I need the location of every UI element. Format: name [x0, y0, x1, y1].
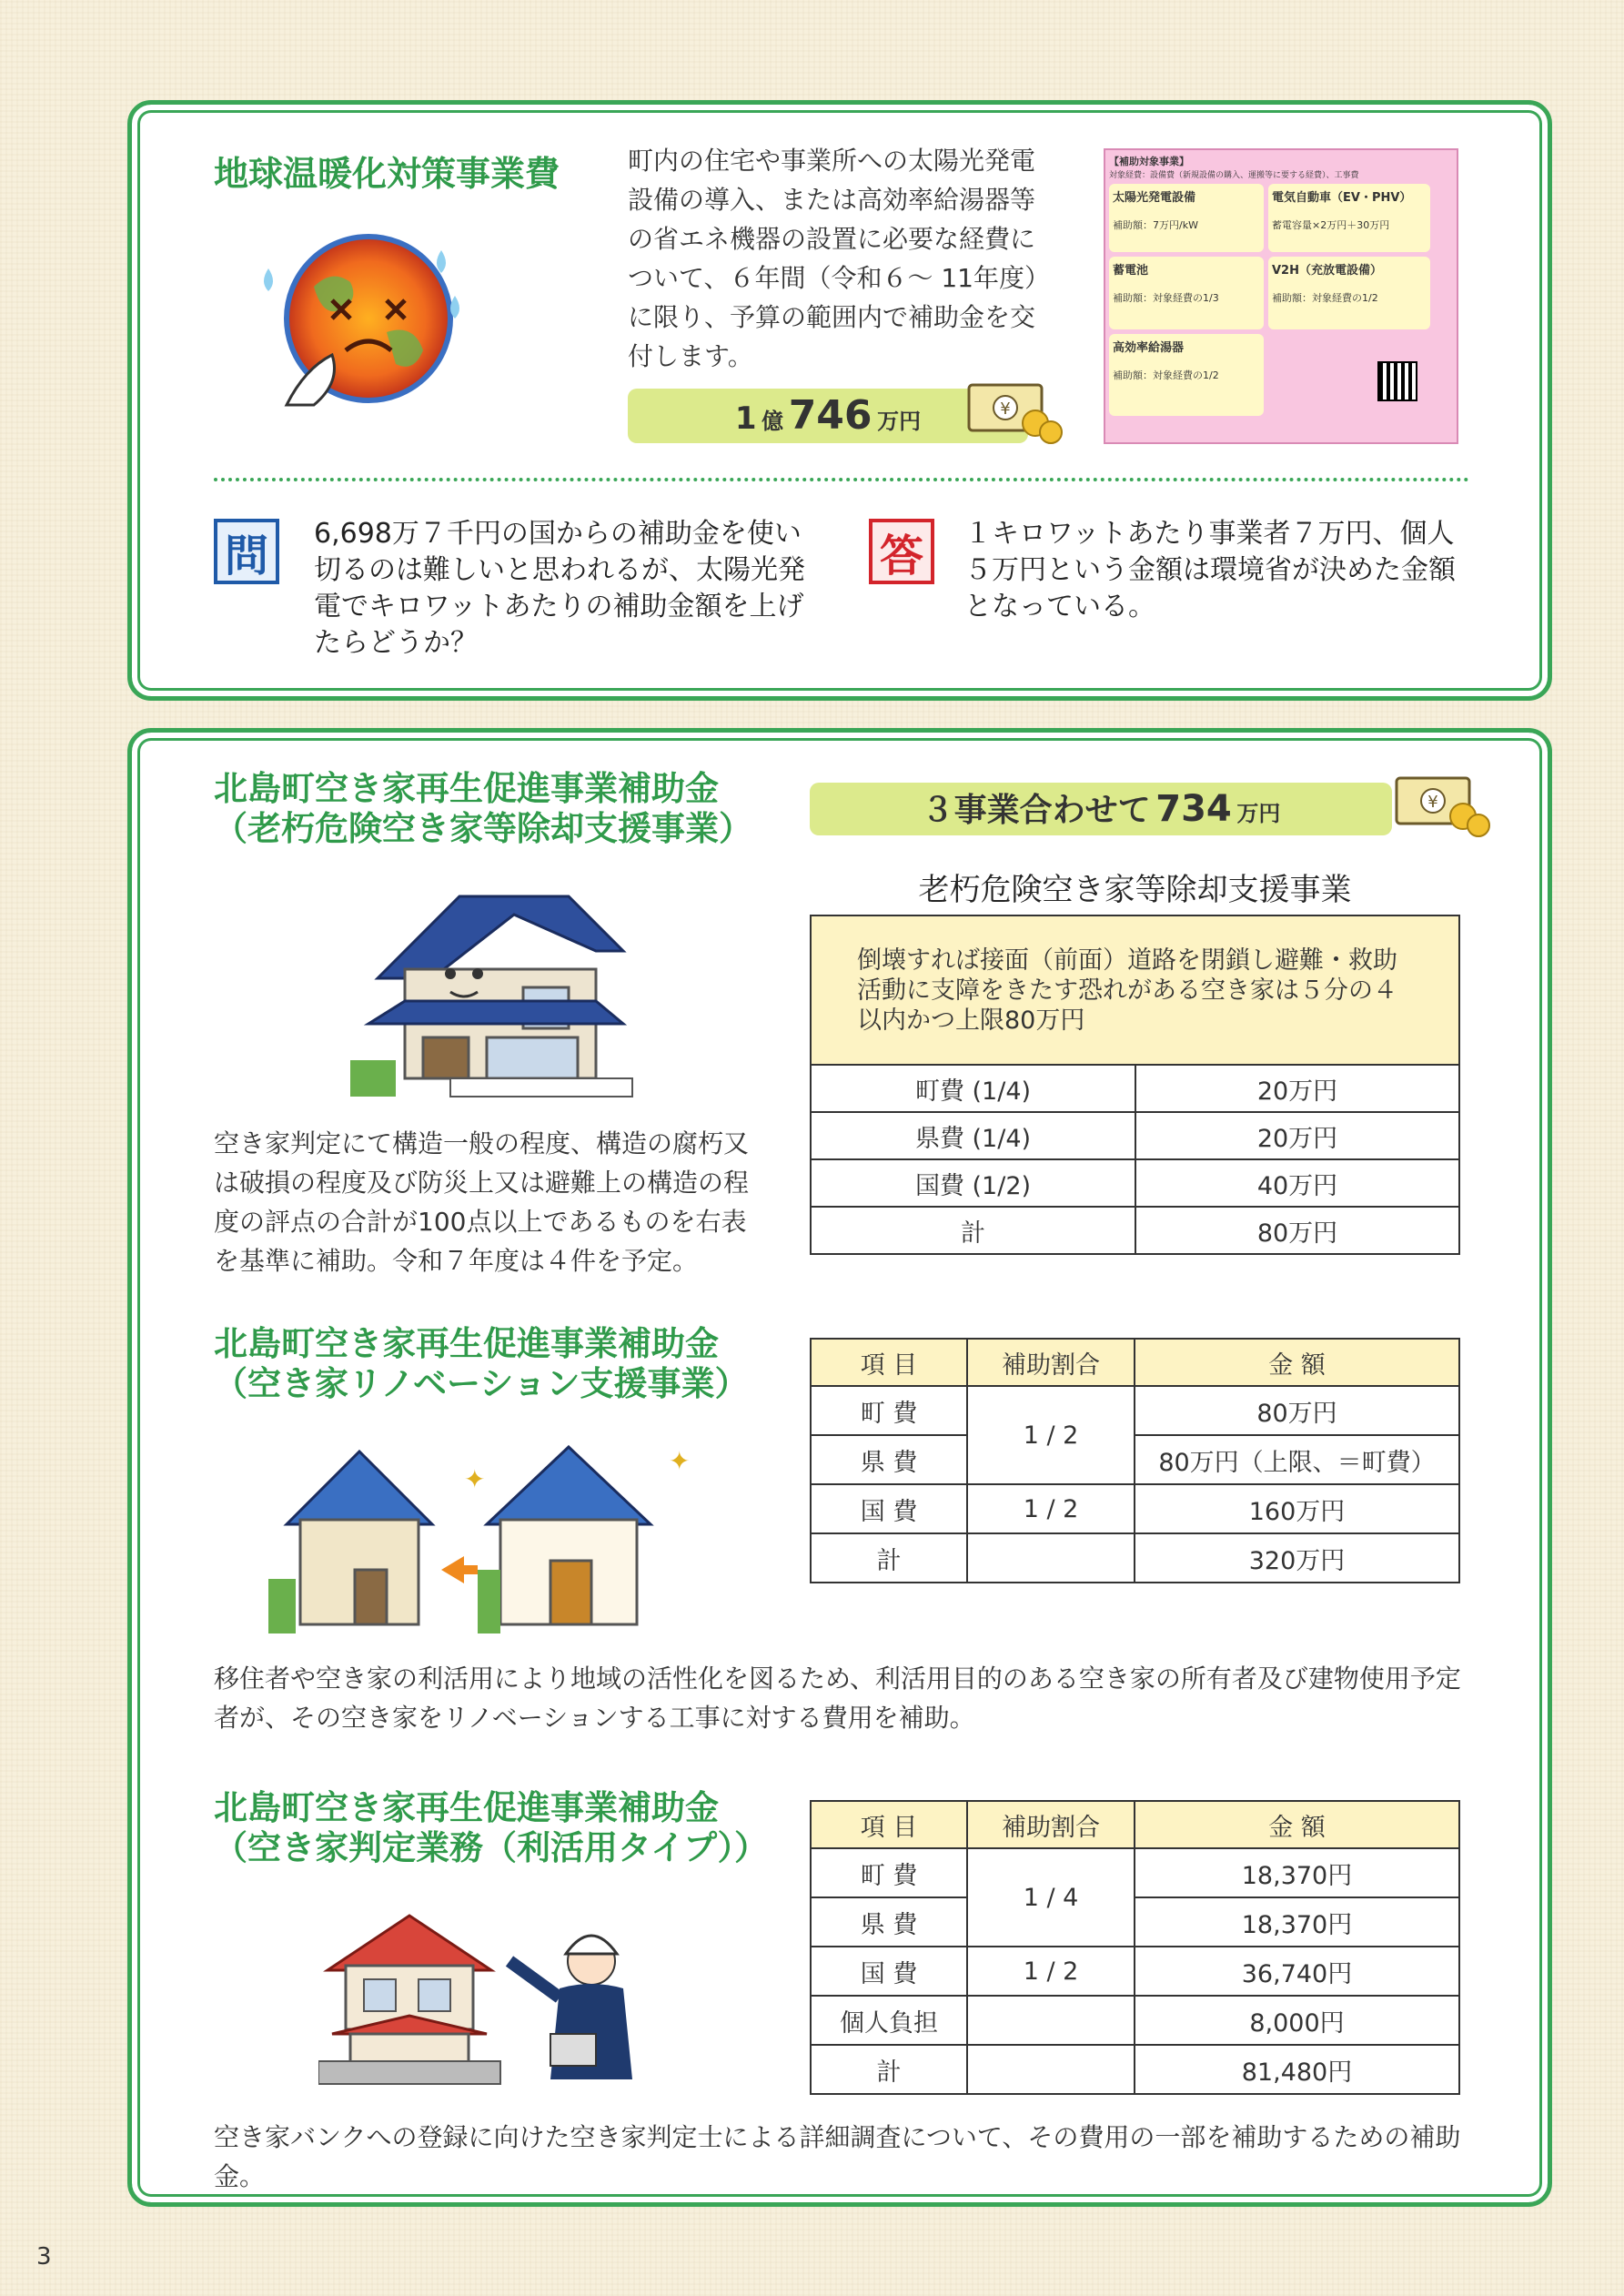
flyer-item: 太陽光発電設備 補助額：7万円/kW: [1109, 184, 1264, 252]
section1-title: 地球温暖化対策事業費: [214, 154, 560, 194]
renovation-illustration: [268, 1433, 696, 1643]
section1-description: 町内の住宅や事業所への太陽光発電設備の導入、または高効率給湯器等の省エネ機器の設置に必要な経費について、６年間（令和６～ 11年度）に限り、予算の範囲内で補助金を交付します。: [628, 146, 1050, 371]
flyer-sub: 対象経費：設備費（新規設備の購入、運搬等に要する経費）、工事費: [1109, 171, 1359, 180]
table-header: 項 目: [811, 1801, 967, 1848]
table-header: 金 額: [1135, 1339, 1459, 1386]
table-row: 県費 (1/4) 20万円: [811, 1112, 1459, 1159]
table-row: 県 費 80万円（上限、＝町費）: [811, 1435, 1459, 1484]
table-row: 国 費 1 / 2 160万円: [811, 1484, 1459, 1533]
table-row: 計 81,480円: [811, 2045, 1459, 2094]
qr-code: [1377, 361, 1417, 401]
table-row: 町 費 1 / 4 18,370円: [811, 1848, 1459, 1897]
table-row: 国 費 1 / 2 36,740円: [811, 1947, 1459, 1996]
section3-title: 北島町空き家再生促進事業補助金 （空き家リノベーション支援事業）: [214, 1324, 749, 1403]
global-warming-panel: [127, 100, 1552, 701]
svg-text:¥: ¥: [1000, 400, 1011, 419]
section3-description: 移住者や空き家の利活用により地域の活性化を図るため、利活用目的のある空き家の所有者及び建物使用予定者が、その空き家をリノベーションする工事に対する費用を補助。: [214, 1664, 1461, 1733]
section2-description: 空き家判定にて構造一般の程度、構造の腐朽又は破損の程度及び防災上又は避難上の構造の程度の評点の合計が100点以上であるものを右表を基準に補助。令和７年度は４件を予定。: [214, 1128, 750, 1276]
table-row: 町 費 1 / 2 80万円: [811, 1386, 1459, 1435]
vacant-house-panel: [127, 728, 1552, 2207]
divider: [214, 478, 1469, 481]
table-row: 県 費 18,370円: [811, 1897, 1459, 1947]
inspection-table: [810, 1800, 1460, 2095]
table-header: 補助割合: [967, 1339, 1135, 1386]
answer-text: １キロワットあたり事業者７万円、個人５万円という金額は環境省が決めた金額となっている。: [964, 518, 1456, 622]
table-row: 個人負担 8,000円: [811, 1996, 1459, 2045]
svg-text:✦: ✦: [669, 1446, 691, 1476]
old-house-illustration: [350, 878, 651, 1106]
svg-text:¥: ¥: [1427, 793, 1438, 812]
subsidy-flyer: [1104, 148, 1458, 444]
section2-title: 北島町空き家再生促進事業補助金 （老朽危険空き家等除却支援事業）: [214, 769, 752, 848]
flyer-item: 蓄電池 補助額：対象経費の1/3: [1109, 257, 1264, 329]
renovation-table: [810, 1338, 1460, 1583]
table-row: 国費 (1/2) 40万円: [811, 1159, 1459, 1207]
table-header: 項 目: [811, 1339, 967, 1386]
question-badge: 問: [214, 519, 279, 584]
section2-table-title: 老朽危険空き家等除却支援事業: [918, 872, 1352, 908]
sweating-earth-illustration: [259, 214, 496, 423]
money-icon: [1392, 769, 1492, 842]
table-row: 町費 (1/4) 20万円: [811, 1065, 1459, 1112]
table-header: 補助割合: [967, 1801, 1135, 1848]
answer-badge: 答: [869, 519, 934, 584]
table-row: 計 80万円: [811, 1207, 1459, 1254]
section4-title: 北島町空き家再生促進事業補助金 （空き家判定業務（利活用タイプ））: [214, 1788, 769, 1867]
page-number: 3: [36, 2243, 52, 2271]
table-note: 倒壊すれば接面（前面）道路を閉鎖し避難・救助活動に支障をきたす恐れがある空き家は５分の４以内かつ上限80万円: [811, 915, 1459, 1065]
money-icon: [964, 376, 1064, 449]
flyer-header: 【補助対象事業】: [1109, 156, 1189, 167]
flyer-item: 電気自動車（EV・PHV） 蓄電容量×2万円＋30万円: [1268, 184, 1430, 252]
flyer-item: V2H（充放電設備） 補助額：対象経費の1/2: [1268, 257, 1430, 329]
section1-amount: 1 億 746 万円: [628, 389, 1028, 443]
question-text: 6,698万７千円の国からの補助金を使い切るのは難しいと思われるが、太陽光発電でキロワットあたりの補助金額を上げたらどうか？: [314, 518, 805, 659]
table-row: 計 320万円: [811, 1533, 1459, 1583]
demolition-table: [810, 915, 1460, 1255]
table-header: 金 額: [1135, 1801, 1459, 1848]
inspection-illustration: [318, 1897, 664, 2089]
flyer-item: 高効率給湯器 補助額：対象経費の1/2: [1109, 334, 1264, 416]
svg-text:✦: ✦: [464, 1464, 486, 1494]
section4-description: 空き家バンクへの登録に向けた空き家判定士による詳細調査について、その費用の一部を補助するための補助金。: [214, 2122, 1461, 2191]
total-amount: ３事業合わせて 734 万円: [810, 783, 1392, 835]
